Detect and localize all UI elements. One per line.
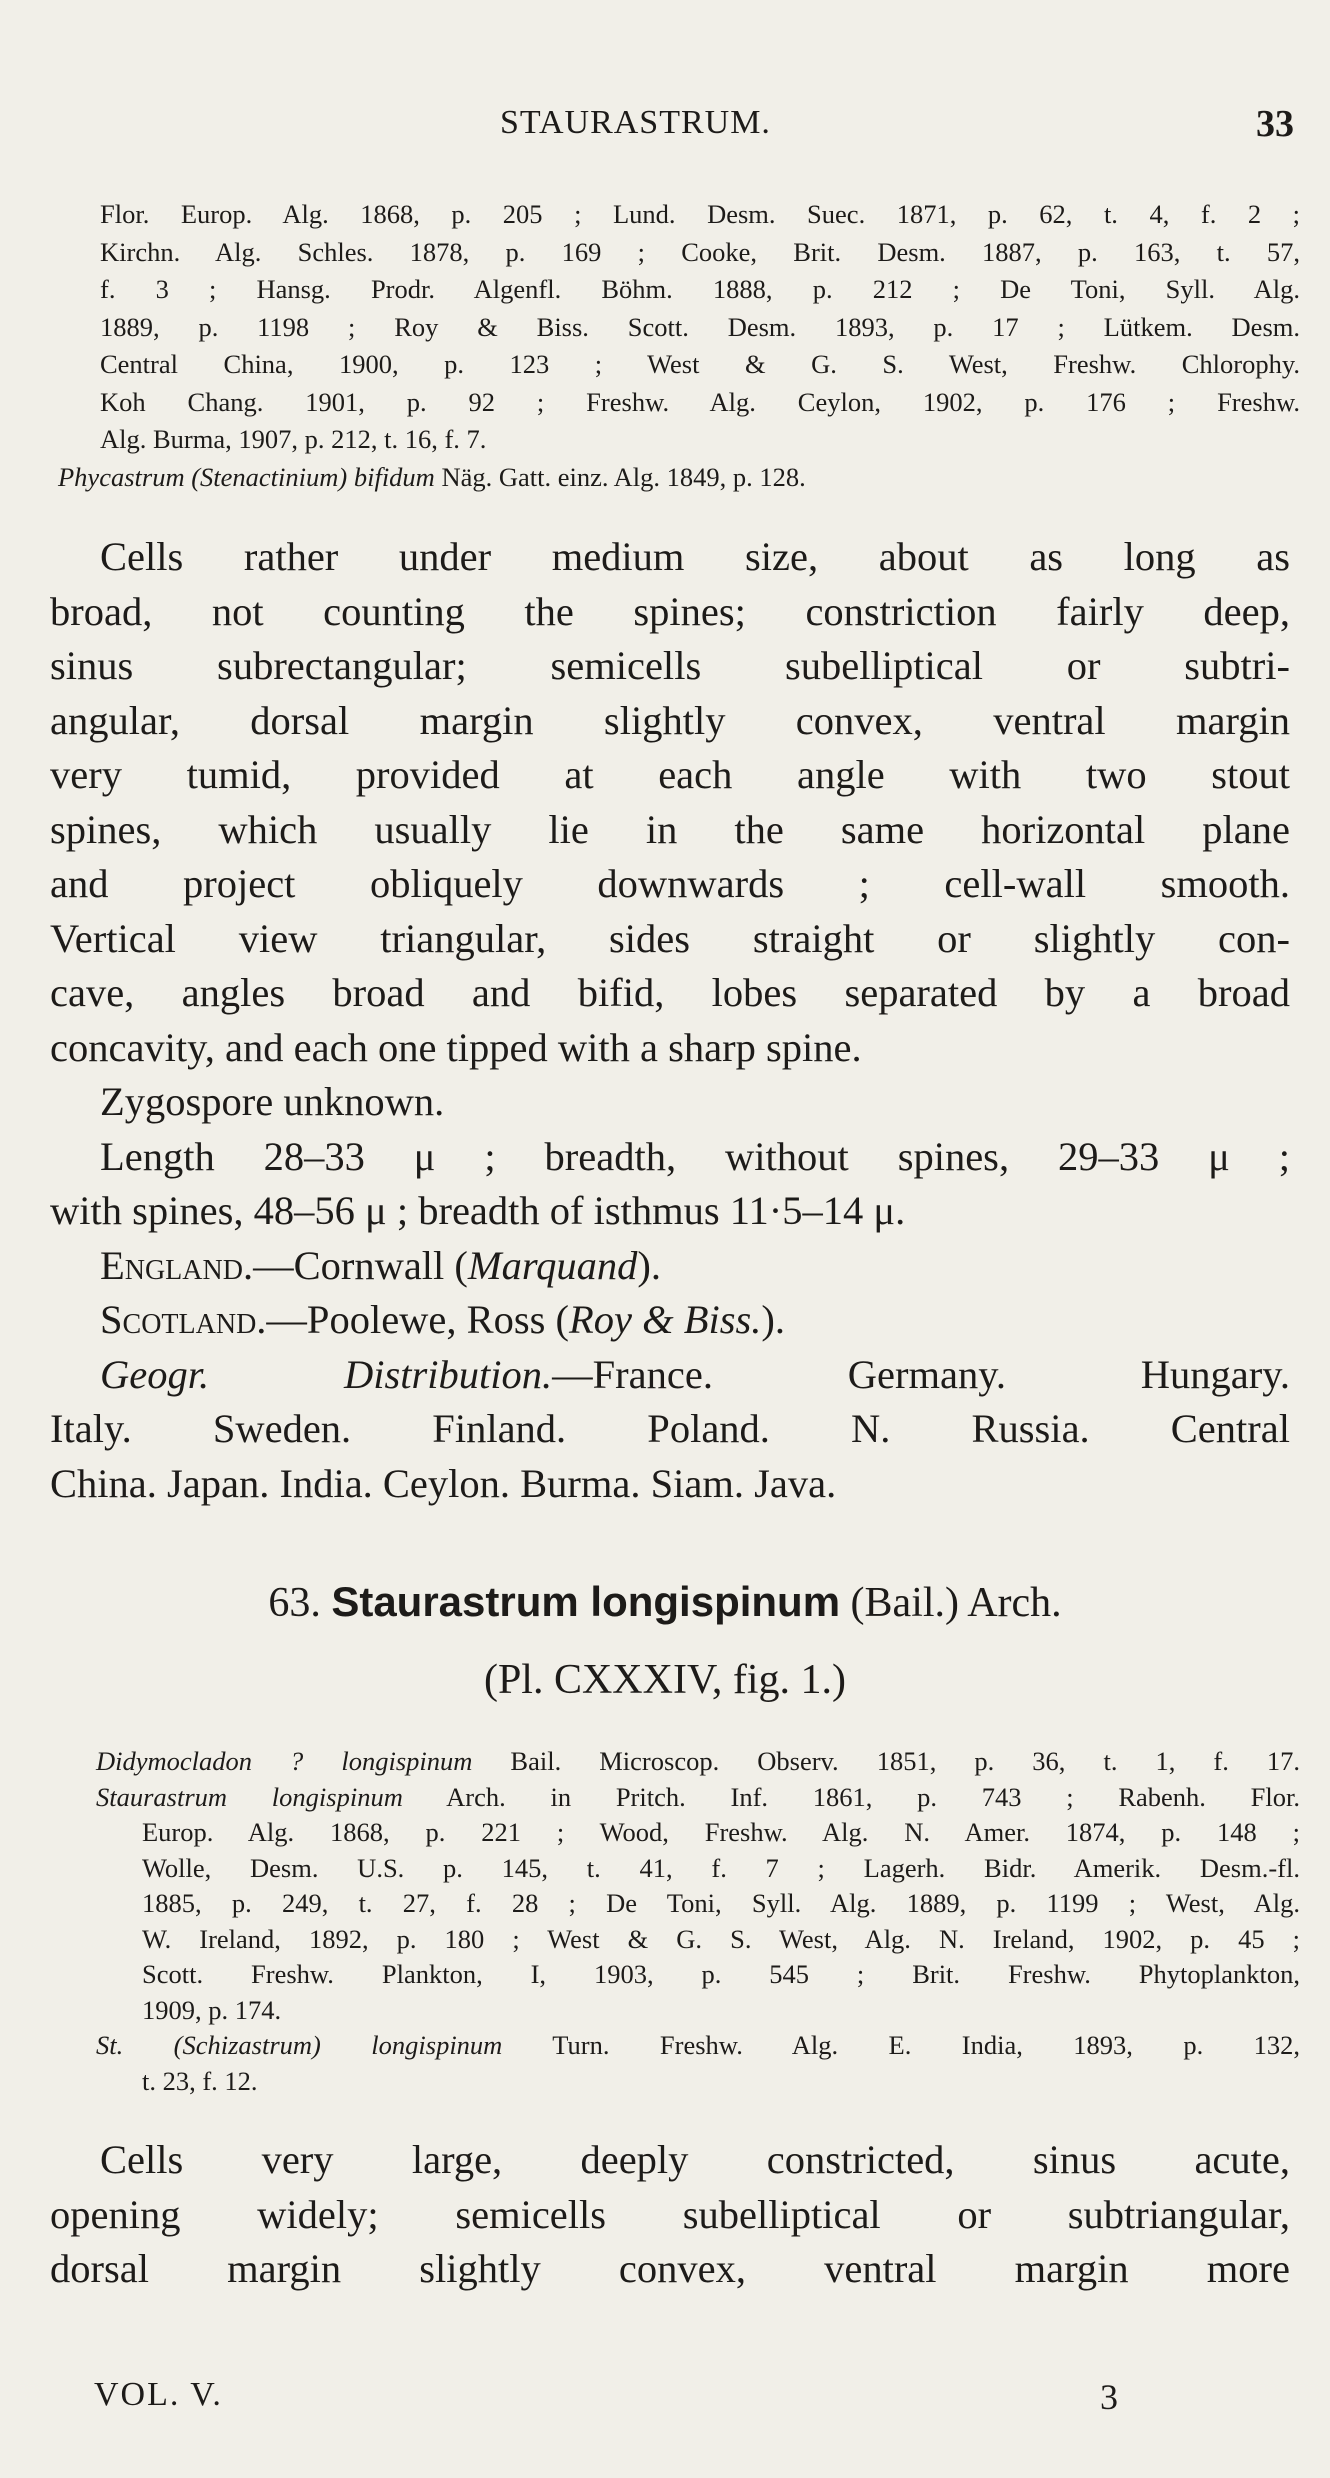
synonymy-references xyxy=(58,196,1300,496)
description-line: dorsal margin slightly convex, ventral margin more xyxy=(50,2246,1290,2291)
synonym-citation: Näg. Gatt. einz. Alg. 1849, p. 128. xyxy=(434,461,806,492)
reference-line: Koh Chang. 1901, p. 92 ; Freshw. Alg. Ceylon, 1902, p. 176 ; Freshw. xyxy=(100,386,1300,417)
reference-line: Didymocladon ? longispinum Bail. Microscop. Observ. 1851, p. 36, t. 1, f. 17. xyxy=(96,1746,1300,1776)
plate-reference: (Pl. CXXXIV, fig. 1.) xyxy=(483,1657,847,1703)
description-line: sinus subrectangular; semicells subelliptical or subtri- xyxy=(50,643,1290,688)
description-line: opening widely; semicells subelliptical or subtriangular, xyxy=(50,2191,1290,2237)
description-line: very tumid, provided at each angle with two stout xyxy=(50,752,1290,797)
distribution-line: China. Japan. India. Ceylon. Burma. Siam. Java. xyxy=(50,1460,837,1506)
description-line: spines, which usually lie in the same horizontal plane xyxy=(50,806,1290,852)
reference-line-synonym xyxy=(58,459,1300,497)
description-line: concavity, and each one tipped with a sharp spine. xyxy=(50,1024,862,1070)
reference-line: Scott. Freshw. Plankton, I, 1903, p. 545 ; Brit. Freshw. Phytoplankton, xyxy=(142,1959,1300,1989)
reference-line: Wolle, Desm. U.S. p. 145, t. 41, f. 7 ; Lagerh. Bidr. Amerik. Desm.-fl. xyxy=(142,1852,1300,1883)
measurements-line: with spines, 48–56 μ ; breadth of isthmus 11·5–14 μ. xyxy=(50,1188,906,1233)
species-name: Staurastrum longispinum xyxy=(331,1578,841,1625)
collector-name: Roy & Biss. xyxy=(569,1297,762,1342)
synonym-name: Phycastrum (Stenactinium) bifidum xyxy=(58,461,435,492)
locality-scotland: Scotland.—Poolewe, Ross (Roy & Biss.). xyxy=(100,1297,786,1342)
description-line: angular, dorsal margin slightly convex, ventral margin xyxy=(50,697,1290,743)
description-line: broad, not counting the spines; constriction fairly deep, xyxy=(50,588,1290,634)
distribution-line: Geogr. Distribution.—France. Germany. Hungary. xyxy=(100,1351,1291,1397)
description-line: Cells rather under medium size, about as long as xyxy=(100,534,1290,579)
species-authority: (Bail.) Arch. xyxy=(850,1580,1062,1626)
collector-name: Marquand xyxy=(467,1242,638,1288)
reference-line: Alg. Burma, 1907, p. 212, t. 16, f. 7. xyxy=(100,424,487,454)
description-line: cave, angles broad and bifid, lobes separated by a broad xyxy=(50,970,1290,1015)
page-number: 33 xyxy=(1256,103,1294,145)
distribution-line: Italy. Sweden. Finland. Poland. N. Russia. Central xyxy=(50,1406,1290,1451)
distribution-label: Geogr. Distribution. xyxy=(100,1351,553,1397)
reference-line: 1885, p. 249, t. 27, f. 28 ; De Toni, Syll. Alg. 1889, p. 1199 ; West, Alg. xyxy=(142,1888,1300,1918)
reference-line: Flor. Europ. Alg. 1868, p. 205 ; Lund. Desm. Suec. 1871, p. 62, t. 4, f. 2 ; xyxy=(100,199,1300,229)
description-line: Vertical view triangular, sides straight or slightly con- xyxy=(50,915,1290,961)
running-title: STAURASTRUM. xyxy=(500,104,771,141)
species-heading xyxy=(0,1578,1330,1627)
reference-line: f. 3 ; Hansg. Prodr. Algenfl. Böhm. 1888, p. 212 ; De Toni, Syll. Alg. xyxy=(100,274,1300,304)
description-line: Cells very large, deeply constricted, sinus acute, xyxy=(100,2137,1290,2182)
volume-label: VOL. V. xyxy=(94,2376,223,2413)
reference-line: 1909, p. 174. xyxy=(142,1994,282,2025)
locality-england: England.—Cornwall (Marquand). xyxy=(100,1242,662,1288)
locality-country: Scotland. xyxy=(100,1297,267,1342)
reference-line: W. Ireland, 1892, p. 180 ; West & G. S. West, Alg. N. Ireland, 1902, p. 45 ; xyxy=(142,1923,1300,1954)
reference-line: St. (Schizastrum) longispinum Turn. Freshw. Alg. E. India, 1893, p. 132, xyxy=(96,2030,1300,2060)
reference-line: Staurastrum longispinum Arch. in Pritch. Inf. 1861, p. 743 ; Rabenh. Flor. xyxy=(96,1781,1300,1812)
locality-country: England. xyxy=(100,1242,254,1288)
reference-line: Europ. Alg. 1868, p. 221 ; Wood, Freshw. Alg. N. Amer. 1874, p. 148 ; xyxy=(142,1817,1300,1847)
reference-line: Kirchn. Alg. Schles. 1878, p. 169 ; Cooke, Brit. Desm. 1887, p. 163, t. 57, xyxy=(100,236,1300,267)
species-number: 63. xyxy=(268,1580,321,1626)
species-description-2 xyxy=(50,2133,1290,2297)
reference-line: Central China, 1900, p. 123 ; West & G. S. West, Freshw. Chlorophy. xyxy=(100,349,1300,379)
page-footer xyxy=(0,2376,1330,2426)
measurements-line: Length 28–33 μ ; breadth, without spines, 29–33 μ ; xyxy=(100,1133,1290,1179)
signature-mark: 3 xyxy=(1100,2377,1118,2417)
reference-line: 1889, p. 1198 ; Roy & Biss. Scott. Desm. 1893, p. 17 ; Lütkem. Desm. xyxy=(100,311,1300,342)
reference-line: t. 23, f. 12. xyxy=(142,2065,258,2096)
running-header xyxy=(0,104,1330,150)
species-description xyxy=(50,530,1290,1511)
synonymy-references-2 xyxy=(96,1744,1300,2099)
description-line: and project obliquely downwards ; cell-wall smooth. xyxy=(50,861,1290,906)
zygospore-note: Zygospore unknown. xyxy=(100,1079,445,1124)
